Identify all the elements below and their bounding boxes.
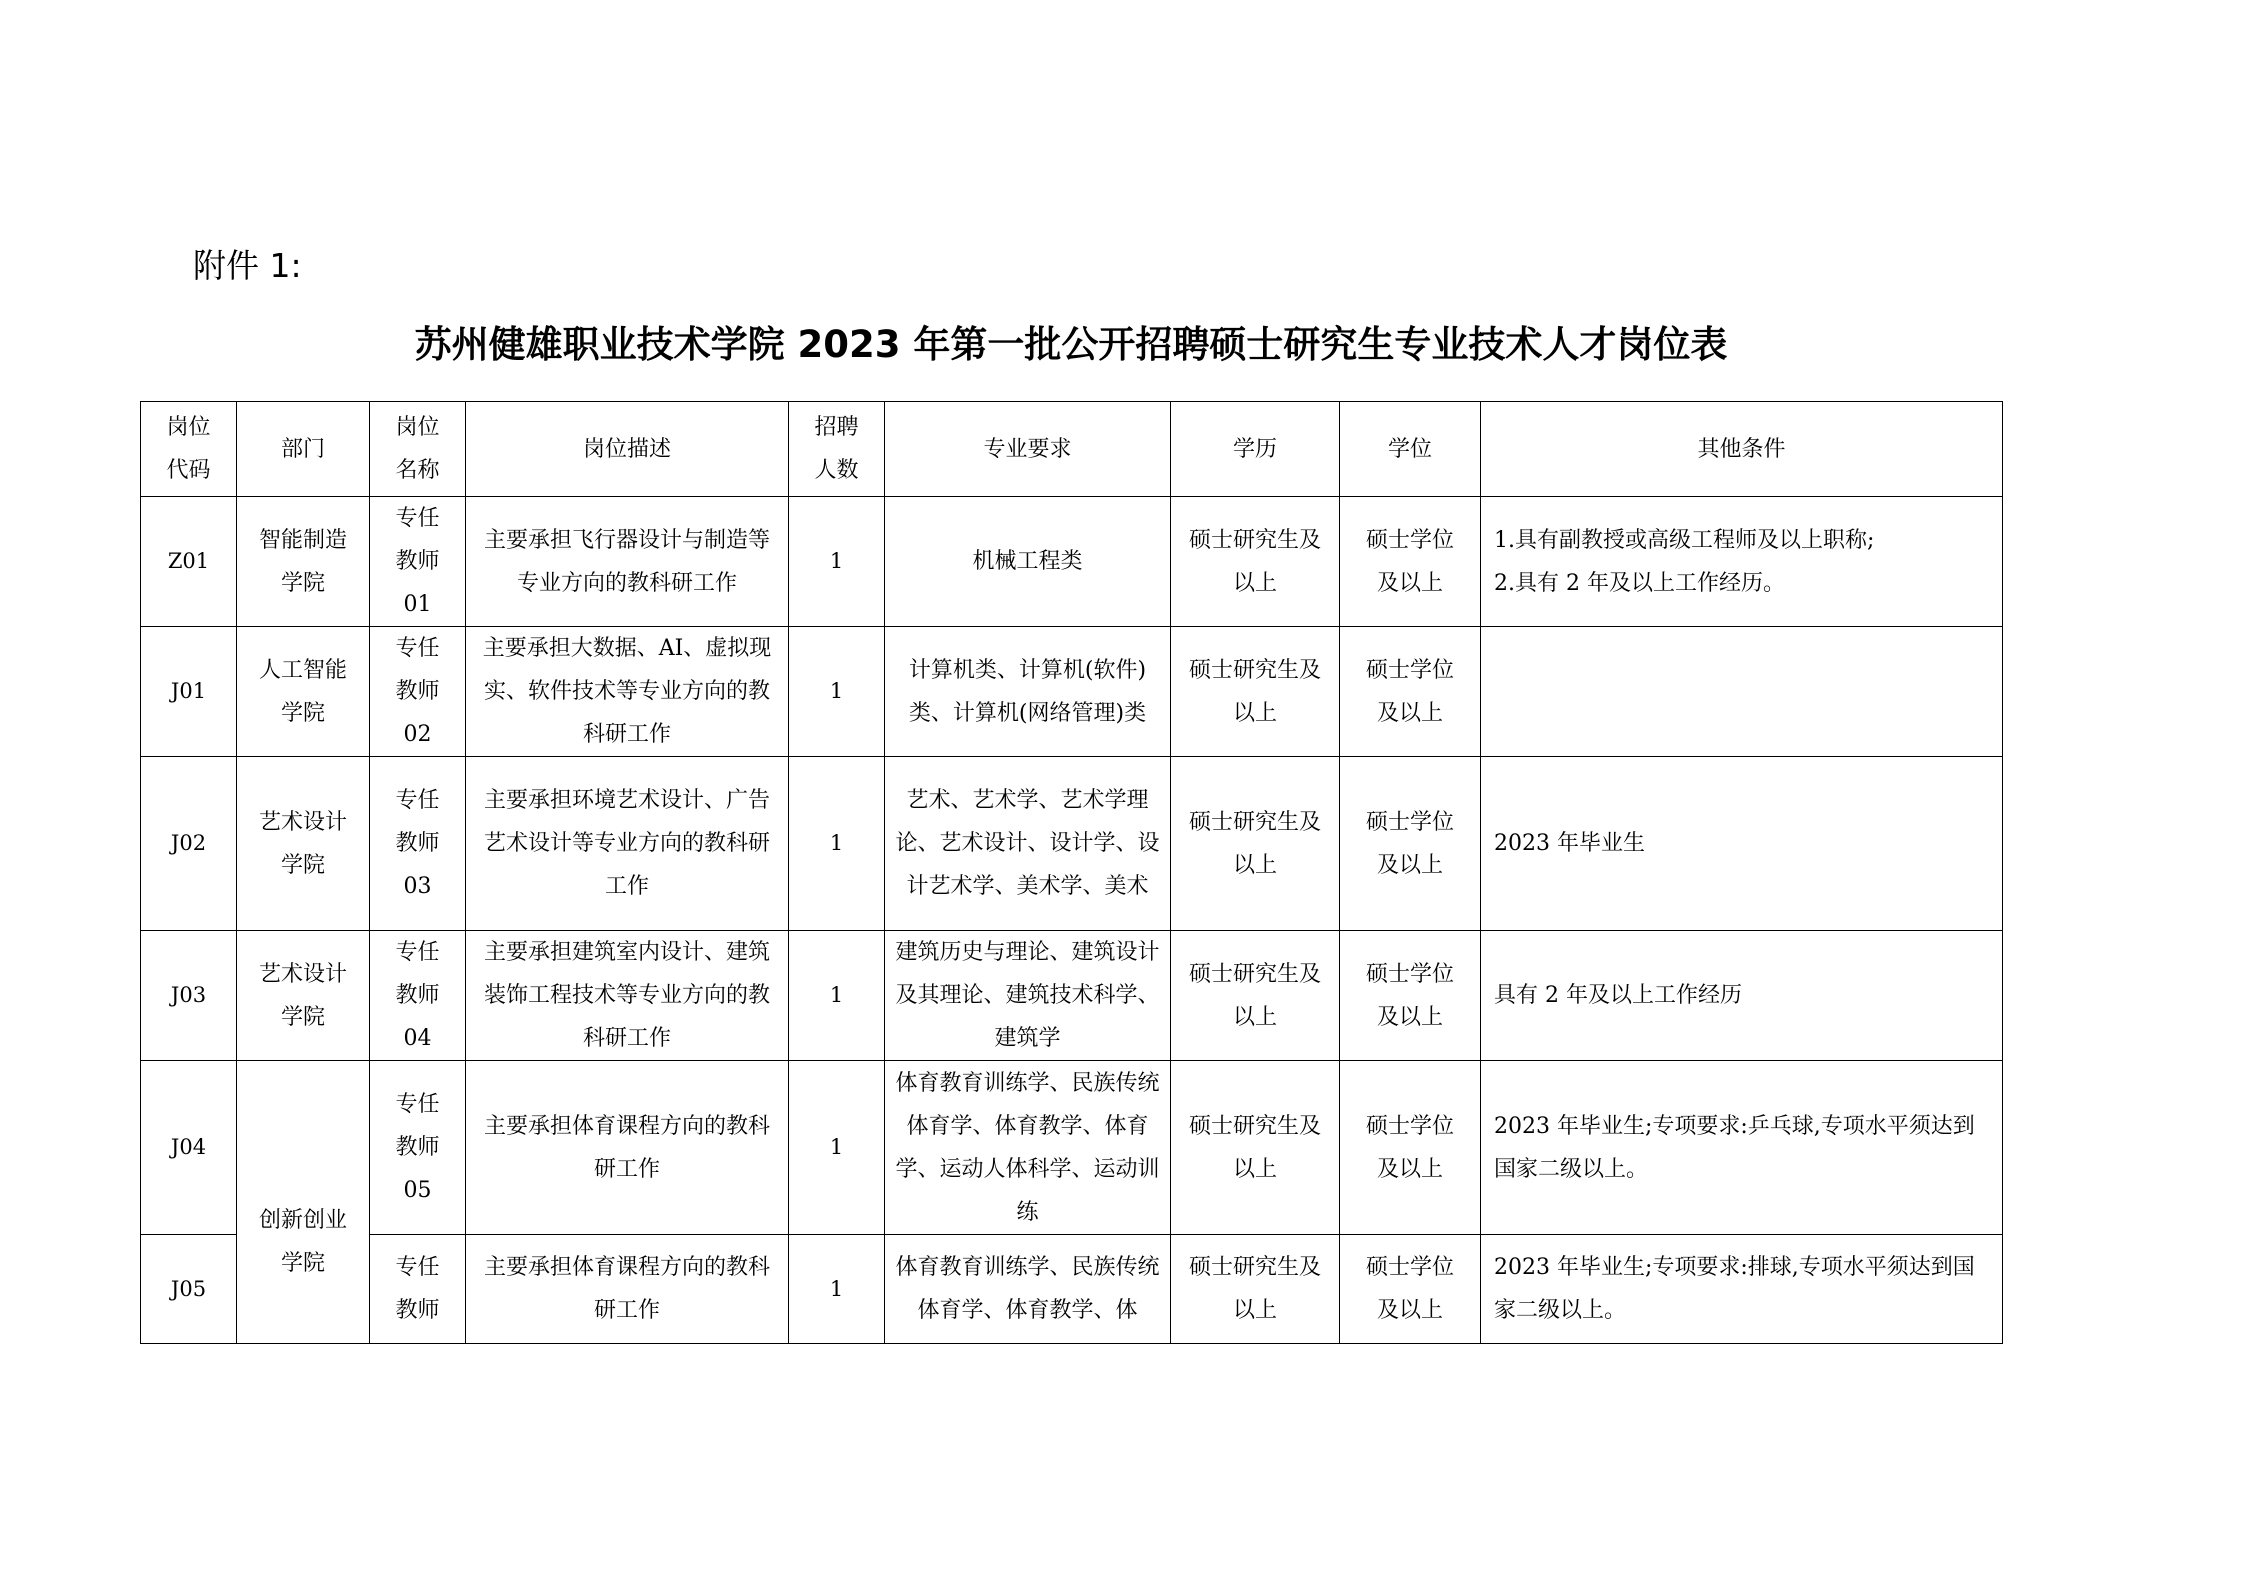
cell-degree: 硕士学位及以上 <box>1340 1235 1481 1344</box>
table-row <box>141 931 2003 1061</box>
table-row <box>141 757 2003 931</box>
header-code: 岗位代码 <box>141 402 237 497</box>
cell-dept: 艺术设计学院 <box>237 757 370 931</box>
header-major: 专业要求 <box>885 402 1171 497</box>
cell-name: 专任教师05 <box>370 1061 466 1235</box>
cell-other <box>1481 1235 2003 1344</box>
table-header-row <box>141 402 2003 497</box>
cell-count: 1 <box>789 1235 885 1344</box>
cell-other <box>1481 931 2003 1061</box>
cell-major: 机械工程类 <box>885 497 1171 627</box>
cell-edu: 硕士研究生及以上 <box>1171 931 1340 1061</box>
cell-desc: 主要承担环境艺术设计、广告艺术设计等专业方向的教科研工作 <box>466 757 789 931</box>
cell-edu: 硕士研究生及以上 <box>1171 1235 1340 1344</box>
cell-major: 计算机类、计算机(软件)类、计算机(网络管理)类 <box>885 627 1171 757</box>
header-degree: 学位 <box>1340 402 1481 497</box>
table-row <box>141 627 2003 757</box>
cell-code: J01 <box>141 627 237 757</box>
cell-count: 1 <box>789 931 885 1061</box>
cell-code: J03 <box>141 931 237 1061</box>
cell-edu: 硕士研究生及以上 <box>1171 627 1340 757</box>
header-edu: 学历 <box>1171 402 1340 497</box>
cell-dept: 创新创业学院 <box>237 1061 370 1344</box>
cell-major: 体育教育训练学、民族传统体育学、体育教学、体 <box>885 1235 1171 1344</box>
condition-line: 2023 年毕业生 <box>1494 831 1645 856</box>
table-row <box>141 497 2003 627</box>
cell-desc: 主要承担体育课程方向的教科研工作 <box>466 1235 789 1344</box>
cell-code: J05 <box>141 1235 237 1344</box>
header-other: 其他条件 <box>1481 402 2003 497</box>
cell-dept: 艺术设计学院 <box>237 931 370 1061</box>
cell-major: 艺术、艺术学、艺术学理论、艺术设计、设计学、设计艺术学、美术学、美术 <box>885 757 1171 931</box>
positions-table <box>140 401 2003 1344</box>
cell-desc: 主要承担飞行器设计与制造等专业方向的教科研工作 <box>466 497 789 627</box>
cell-major: 建筑历史与理论、建筑设计及其理论、建筑技术科学、建筑学 <box>885 931 1171 1061</box>
table-row <box>141 1235 2003 1344</box>
cell-other <box>1481 1061 2003 1235</box>
cell-degree: 硕士学位及以上 <box>1340 1061 1481 1235</box>
condition-line: 2023 年毕业生;专项要求:排球,专项水平须达到国家二级以上。 <box>1494 1255 1975 1323</box>
document-title: 苏州健雄职业技术学院 2023 年第一批公开招聘硕士研究生专业技术人才岗位表 <box>414 323 1728 366</box>
cell-code: J04 <box>141 1061 237 1235</box>
cell-count: 1 <box>789 1061 885 1235</box>
cell-degree: 硕士学位及以上 <box>1340 497 1481 627</box>
cell-desc: 主要承担体育课程方向的教科研工作 <box>466 1061 789 1235</box>
cell-other <box>1481 757 2003 931</box>
header-desc: 岗位描述 <box>466 402 789 497</box>
header-count: 招聘人数 <box>789 402 885 497</box>
cell-name: 专任教师 <box>370 1235 466 1344</box>
cell-degree: 硕士学位及以上 <box>1340 757 1481 931</box>
cell-desc: 主要承担建筑室内设计、建筑装饰工程技术等专业方向的教科研工作 <box>466 931 789 1061</box>
cell-edu: 硕士研究生及以上 <box>1171 1061 1340 1235</box>
condition-line: 1.具有副教授或高级工程师及以上职称; <box>1494 527 1875 553</box>
cell-code: Z01 <box>141 497 237 627</box>
cell-name: 专任教师03 <box>370 757 466 931</box>
cell-count: 1 <box>789 757 885 931</box>
cell-code: J02 <box>141 757 237 931</box>
condition-line: 2.具有 2 年及以上工作经历。 <box>1494 570 1785 596</box>
cell-name: 专任教师02 <box>370 627 466 757</box>
cell-degree: 硕士学位及以上 <box>1340 627 1481 757</box>
cell-edu: 硕士研究生及以上 <box>1171 757 1340 931</box>
attachment-label: 附件 1: <box>193 246 302 285</box>
header-dept: 部门 <box>237 402 370 497</box>
cell-other <box>1481 497 2003 627</box>
cell-other <box>1481 627 2003 757</box>
table-row <box>141 1061 2003 1235</box>
cell-count: 1 <box>789 627 885 757</box>
cell-name: 专任教师04 <box>370 931 466 1061</box>
cell-name: 专任教师01 <box>370 497 466 627</box>
cell-major: 体育教育训练学、民族传统体育学、体育教学、体育学、运动人体科学、运动训练 <box>885 1061 1171 1235</box>
cell-degree: 硕士学位及以上 <box>1340 931 1481 1061</box>
cell-count: 1 <box>789 497 885 627</box>
condition-line: 具有 2 年及以上工作经历 <box>1494 983 1742 1008</box>
cell-dept: 人工智能学院 <box>237 627 370 757</box>
condition-line: 2023 年毕业生;专项要求:乒乓球,专项水平须达到国家二级以上。 <box>1494 1113 1975 1182</box>
cell-edu: 硕士研究生及以上 <box>1171 497 1340 627</box>
cell-dept: 智能制造学院 <box>237 497 370 627</box>
cell-desc: 主要承担大数据、AI、虚拟现实、软件技术等专业方向的教科研工作 <box>466 627 789 757</box>
header-name: 岗位名称 <box>370 402 466 497</box>
